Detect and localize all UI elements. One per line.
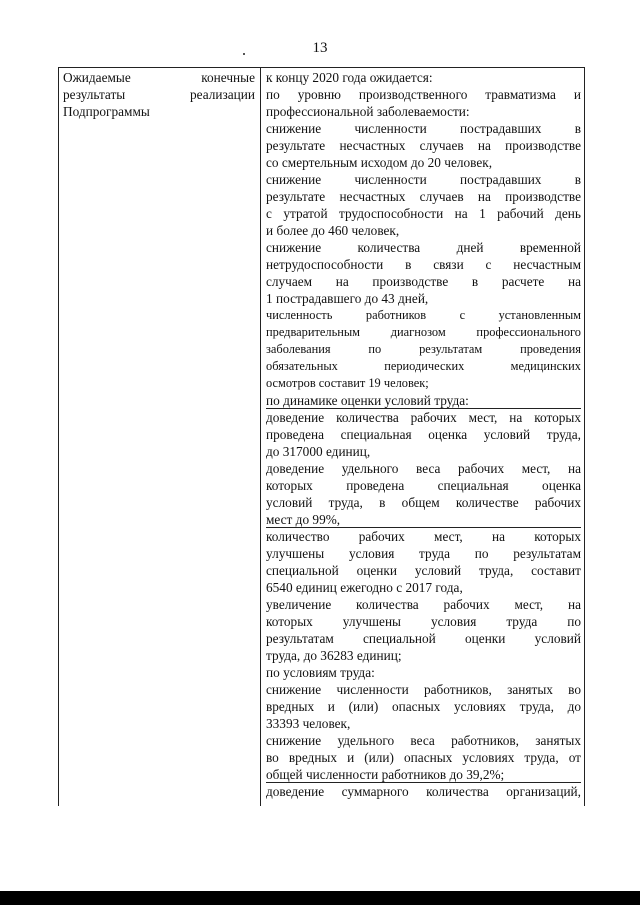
content-line: со смертельным исходом до 20 человек, [266, 155, 493, 170]
content-line: проведена специальная оценка условий труда, [266, 427, 581, 442]
content-line: во вредных и (или) опасных условиях труда, от [266, 750, 581, 765]
content-line: обязательных периодических медицинских [266, 359, 581, 373]
content-line: 1 пострадавшего до 43 дней, [266, 291, 429, 306]
label-word: результаты [63, 87, 126, 102]
label-word: реализации [190, 87, 255, 102]
content-line: заболевания по результатам проведения [266, 342, 581, 356]
content-line: снижение численности пострадавших в [266, 172, 581, 187]
content-line: общей численности работников до 39,2%; [266, 767, 505, 782]
page-number: 13 [312, 40, 328, 56]
content-line: снижение численности пострадавших в [266, 121, 581, 136]
content-line: доведение суммарного количества организаций, [266, 784, 581, 799]
content-line: которых улучшены условия труда по [266, 614, 581, 629]
content-line: вредных и (или) опасных условиях труда, до [266, 699, 581, 714]
content-line: случаем на производстве в расчете на [266, 274, 581, 289]
label-line-2 [63, 86, 255, 103]
content-line: условий труда, в общем количестве рабочих [266, 495, 581, 510]
content-line: количество рабочих мест, на которых [266, 529, 581, 544]
content-line: результатам специальной оценки условий [266, 631, 581, 646]
label-line-3 [63, 103, 255, 120]
content-line: труда, до 36283 единиц; [266, 648, 402, 663]
content-line: с утратой трудоспособности на 1 рабочий день [266, 206, 581, 221]
content-line: 6540 единиц ежегодно с 2017 года, [266, 580, 463, 595]
content-line: до 317000 единиц, [266, 444, 371, 459]
label-cell [63, 69, 255, 120]
content-line: снижение количества дней временной [266, 240, 581, 255]
content-line: по уровню производственного травматизма и [266, 87, 581, 102]
content-line: осмотров составит 19 человек; [266, 376, 429, 390]
content-cell [266, 69, 581, 800]
content-line: снижение численности работников, занятых во [266, 682, 581, 697]
label-line-1 [63, 69, 255, 86]
content-line: мест до 99%, [266, 512, 341, 527]
content-line: специальной оценки условий труда, составит [266, 563, 581, 578]
scan-edge-bar [0, 891, 640, 905]
scan-speck [243, 53, 245, 55]
program-table [58, 67, 585, 806]
label-word: конечные [201, 70, 255, 85]
content-line: улучшены условия труда по результатам [266, 546, 581, 561]
content-line: по условиям труда: [266, 665, 375, 680]
content-line: 33393 человек, [266, 716, 351, 731]
content-line: увеличение количества рабочих мест, на [266, 597, 581, 612]
label-word: Ожидаемые [63, 70, 131, 85]
content-line: по динамике оценки условий труда: [266, 393, 469, 408]
content-line: доведение количества рабочих мест, на которых [266, 410, 581, 425]
content-line: результате несчастных случаев на производстве [266, 138, 581, 153]
content-line: предварительным диагнозом профессионального [266, 325, 581, 339]
content-line: профессиональной заболеваемости: [266, 104, 470, 119]
content-line: результате несчастных случаев на производстве [266, 189, 581, 204]
content-line: доведение удельного веса рабочих мест, на [266, 461, 581, 476]
content-line: к концу 2020 года ожидается: [266, 70, 433, 85]
column-divider [260, 68, 261, 806]
content-line: нетрудоспособности в связи с несчастным [266, 257, 581, 272]
content-line: снижение удельного веса работников, занятых [266, 733, 581, 748]
content-line: которых проведена специальная оценка [266, 478, 581, 493]
content-line: и более до 460 человек, [266, 223, 400, 238]
label-word: Подпрограммы [63, 104, 150, 119]
content-line: численность работников с установленным [266, 308, 581, 322]
